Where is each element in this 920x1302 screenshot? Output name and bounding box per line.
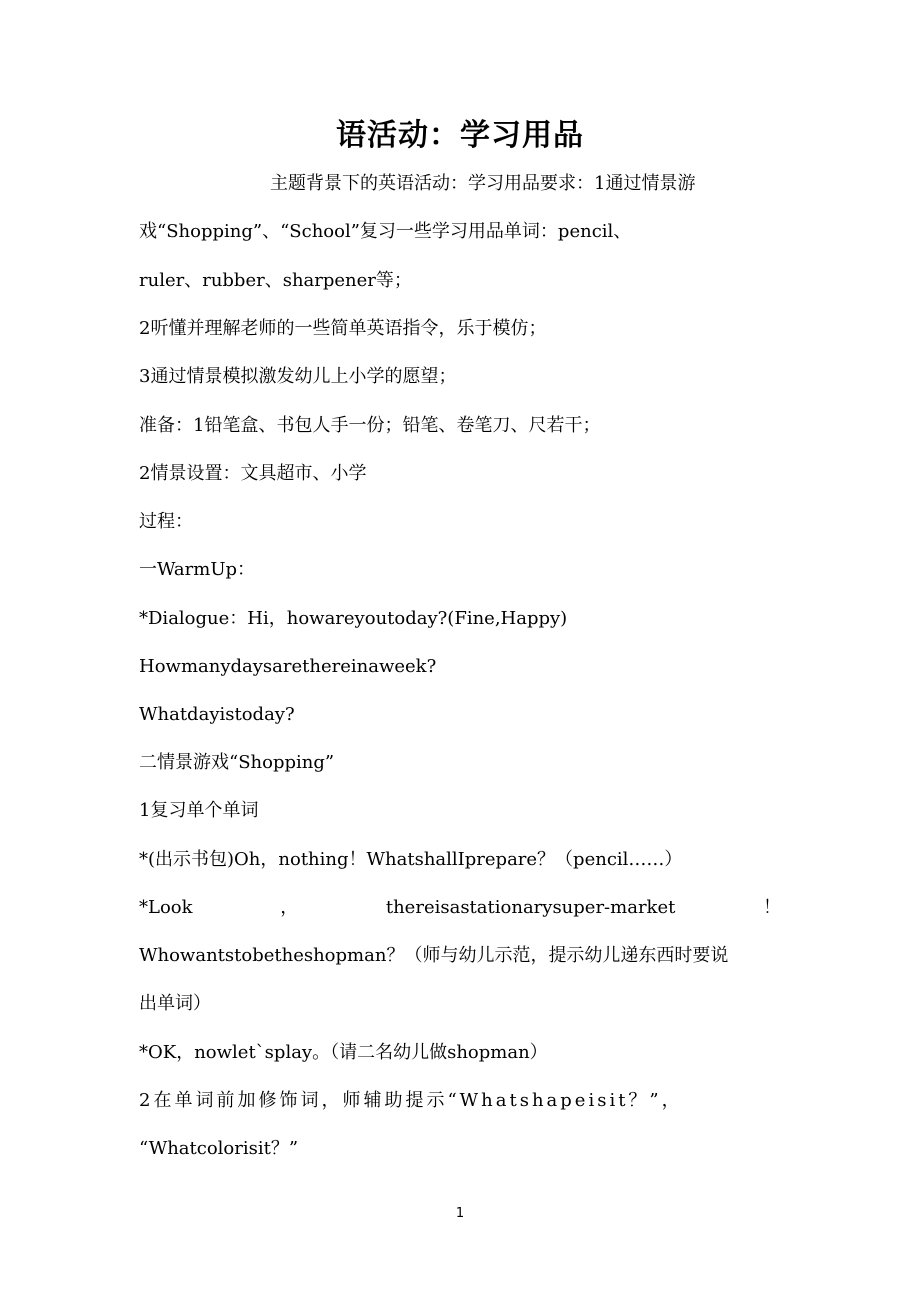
paragraph-line: Whowantstobetheshopman？（师与幼儿示范，提示幼儿递东西时要说 [139, 945, 729, 966]
line-segment: thereisastationarysuper-market [385, 897, 676, 918]
paragraph-line: 过程： [139, 511, 193, 532]
paragraph-line: *(出示书包)Oh，nothing！WhatshallIprepare？（pencil……） [139, 849, 683, 870]
paragraph-line: 3通过情景模拟激发幼儿上小学的愿望； [139, 366, 457, 387]
paragraph-line: “Whatcolorisit？” [139, 1138, 299, 1159]
paragraph-line: *Dialogue：Hi，howareyoutoday?(Fine,Happy) [139, 608, 568, 629]
paragraph-line: Howmanydaysarethereinaweek? [139, 656, 437, 677]
paragraph-line: 1复习单个单词 [139, 800, 259, 821]
paragraph-line: 戏“Shopping”、“School”复习一些学习用品单词：pencil、 [139, 221, 632, 242]
page-number: 1 [455, 1206, 465, 1221]
line-segment: ！ [763, 897, 781, 918]
line-segment: ， [280, 897, 299, 918]
paragraph-line: 出单词） [139, 993, 211, 1014]
paragraph-line: 2听懂并理解老师的一些简单英语指令，乐于模仿； [139, 318, 547, 339]
line-segment: *Look [139, 897, 193, 918]
paragraph-line: 主题背景下的英语活动：学习用品要求：1通过情景游 [270, 173, 696, 194]
paragraph-line: 2在单词前加修饰词，师辅助提示“Whatshapeisit？”， [139, 1090, 683, 1111]
paragraph-line: Whatdayistoday? [139, 704, 295, 725]
document-title: 语活动：学习用品 [336, 118, 584, 153]
paragraph-line: 一WarmUp： [139, 559, 256, 580]
paragraph-line: *OK，nowlet`splay。（请二名幼儿做shopman） [139, 1042, 548, 1063]
paragraph-line: 2情景设置：文具超市、小学 [139, 463, 367, 484]
paragraph-line: ruler、rubber、sharpener等； [139, 270, 412, 291]
paragraph-line: 准备：1铅笔盒、书包人手一份；铅笔、卷笔刀、尺若干； [139, 415, 601, 436]
justified-line [139, 884, 781, 932]
paragraph-line: 二情景游戏“Shopping” [139, 752, 335, 773]
